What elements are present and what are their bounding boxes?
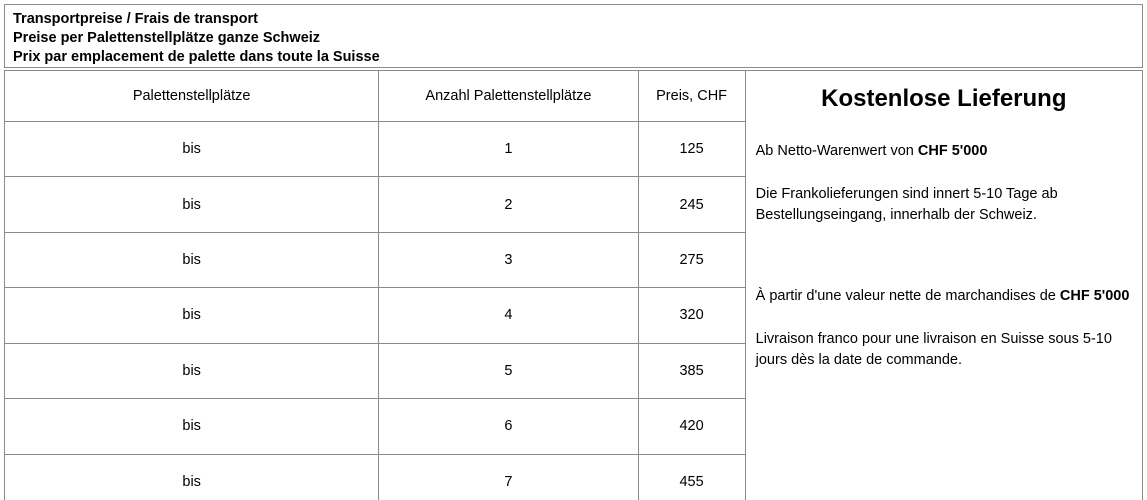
row-price: 245 [638,177,745,232]
row-count: 4 [379,288,638,343]
price-table-wrapper [4,70,1143,496]
row-label: bis [5,399,379,454]
free-delivery-title: Kostenlose Lieferung [821,85,1067,112]
row-label: bis [5,343,379,398]
free-delivery-de-text: Die Frankolieferungen sind innert 5-10 Tage ab Bestellungseingang, innerhalb der Schweiz. [755,186,1058,223]
row-price: 420 [638,399,745,454]
row-count: 7 [379,454,638,500]
column-header-anzahl: Anzahl Palettenstellplätze [379,71,638,122]
de-threshold-prefix: Ab Netto-Warenwert von [755,143,918,159]
free-delivery-de-threshold [756,141,1132,162]
row-price: 125 [638,122,745,177]
free-delivery-fr-threshold [756,286,1132,307]
row-price: 455 [638,454,745,500]
row-price: 385 [638,343,745,398]
row-label: bis [5,177,379,232]
fr-threshold-amount: CHF 5'000 [1059,288,1130,304]
de-threshold-amount: CHF 5'000 [917,143,988,159]
column-header-preis: Preis, CHF [638,71,745,122]
price-table [4,70,1143,500]
row-count: 2 [379,177,638,232]
row-count: 1 [379,122,638,177]
row-price: 275 [638,232,745,287]
row-label: bis [5,232,379,287]
header-line-1: Transportpreise / Frais de transport [13,11,258,27]
row-count: 6 [379,399,638,454]
row-price: 320 [638,288,745,343]
row-label: bis [5,288,379,343]
free-delivery-inner [746,85,1142,500]
free-delivery-fr-text: Livraison franco pour une livraison en Suisse sous 5-10 jours dès la date de commande. [755,331,1112,368]
row-count: 3 [379,232,638,287]
column-header-palettenstellplaetze: Palettenstellplätze [5,71,379,122]
header-line-2: Preise per Palettenstellplätze ganze Schweiz [13,30,321,46]
free-delivery-panel [745,71,1142,500]
header-box [4,4,1143,68]
row-label: bis [5,122,379,177]
row-label: bis [5,454,379,500]
fr-threshold-prefix: À partir d'une valeur nette de marchandises de [755,288,1060,304]
header-line-3: Prix par emplacement de palette dans toute la Suisse [13,49,380,65]
row-count: 5 [379,343,638,398]
table-header-row [5,71,1143,122]
